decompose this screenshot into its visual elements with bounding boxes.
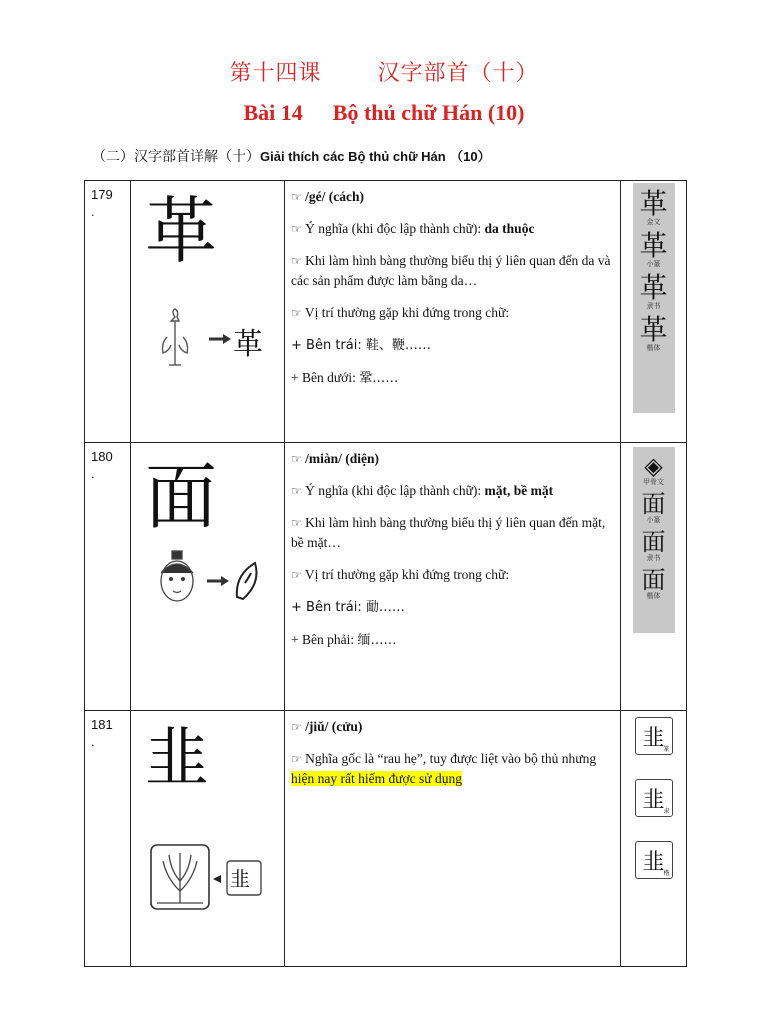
form-clerical: 革 隶书 [639,271,668,310]
meaning-prefix: Nghĩa gốc là “rau hẹ”, tuy được liệt vào bộ thủ nhưng [305,751,597,766]
script-forms-strip [633,447,675,633]
meaning-bold: da thuộc [484,221,535,236]
title-cn-lesson: 第十四课 [229,61,322,86]
form-bronze: 革 金文 [639,187,668,226]
script-forms-stack [621,711,686,879]
subtitle-vn: Giải thích các Bộ thủ chữ Hán [260,149,446,164]
meaning-bold: mặt, bề mặt [484,483,554,498]
script-forms-strip [633,183,675,413]
chives-illustration [149,841,279,917]
main-character: 面 [145,455,218,539]
hand-pointer-icon: ☞ [291,720,302,734]
main-character: 革 [145,189,218,273]
script-forms-cell [621,181,687,443]
highlighted-text: hiện nay rất hiếm được sử dụng [291,771,462,786]
character-cell [131,181,285,443]
position-bottom-label: + Bên dưới: [291,370,360,385]
subtitle-num: （10） [450,149,491,164]
form-regular: 革 楷体 [639,313,668,352]
bronze-form-glyph: 革 [233,327,263,362]
form-clerical: 韭 隶 [635,779,673,817]
pronunciation: /gé/ (cách) [305,189,364,204]
form-small-seal: ⾯ 小篆 [641,490,666,524]
position-bottom-chars: 鞏…… [359,371,399,386]
hand-pointer-icon: ☞ [291,254,302,268]
script-forms-cell [621,711,687,967]
hand-pointer-icon: ☞ [291,752,302,766]
pronunciation: /miàn/ (diện) [305,451,380,466]
form-seal: 韭 篆 [635,717,673,755]
seal-form-glyph: 韭 [230,867,250,891]
form-regular: 韭 楷 [635,841,673,879]
table-row [85,443,687,711]
main-character: 韭 [145,722,209,796]
character-cell [131,711,285,967]
form-regular: 面 楷体 [641,566,666,600]
position-left-label: + Bên trái: [291,600,366,615]
pronunciation: /jiǔ/ (cửu) [305,719,363,734]
hand-pointer-icon: ☞ [291,452,302,466]
usage-text: Khi làm hình bàng thường biểu thị ý liên quan đến da và các sản phẩm được làm bằng da… [291,253,611,288]
row-number: 180 . [85,443,131,711]
title-vn-lesson: Bài 14 [243,100,303,125]
hand-pointer-icon: ☞ [291,568,302,582]
character-cell [131,443,285,711]
hand-pointer-icon: ☞ [291,484,302,498]
title-vn-topic: Bộ thủ chữ Hán (10) [332,100,525,125]
table-row [85,711,687,967]
position-left-label: + Bên trái: [291,338,366,353]
position-right-chars: 缅…… [357,633,397,648]
row-number: 181 . [85,711,131,967]
section-subtitle [92,146,491,166]
form-oracle-bone: ◈ 甲骨文 [643,452,664,486]
hand-pointer-icon: ☞ [291,306,302,320]
description-cell [285,181,621,443]
position-left-chars: 鞋、鞭…… [365,338,431,353]
face-illustration [151,547,281,611]
hand-pointer-icon: ☞ [291,190,302,204]
title-cn-topic: 汉字部首（十） [377,61,539,86]
form-small-seal: 革 小篆 [639,229,668,268]
position-label: Vị trí thường gặp khi đứng trong chữ: [304,305,510,320]
meaning-prefix: Ý nghĩa (khi độc lập thành chữ): [305,221,485,236]
position-right-label: + Bên phải: [291,632,358,647]
hand-pointer-icon: ☞ [291,516,302,530]
meaning-prefix: Ý nghĩa (khi độc lập thành chữ): [305,483,485,498]
position-label: Vị trí thường gặp khi đứng trong chữ: [304,567,510,582]
subtitle-cn: （二）汉字部首详解（十） [92,149,260,165]
script-forms-cell [621,443,687,711]
usage-text: Khi làm hình bàng thường biểu thị ý liên quan đến mặt, bề mặt… [291,515,606,550]
description-cell [285,711,621,967]
description-cell [285,443,621,711]
row-number: 179 . [85,181,131,443]
form-clerical: 面 隶书 [641,528,666,562]
radicals-table [84,180,687,967]
hand-pointer-icon: ☞ [291,222,302,236]
title-chinese [0,56,768,87]
title-vietnamese [0,100,768,126]
position-left-chars: 勔…… [365,600,405,615]
table-row [85,181,687,443]
